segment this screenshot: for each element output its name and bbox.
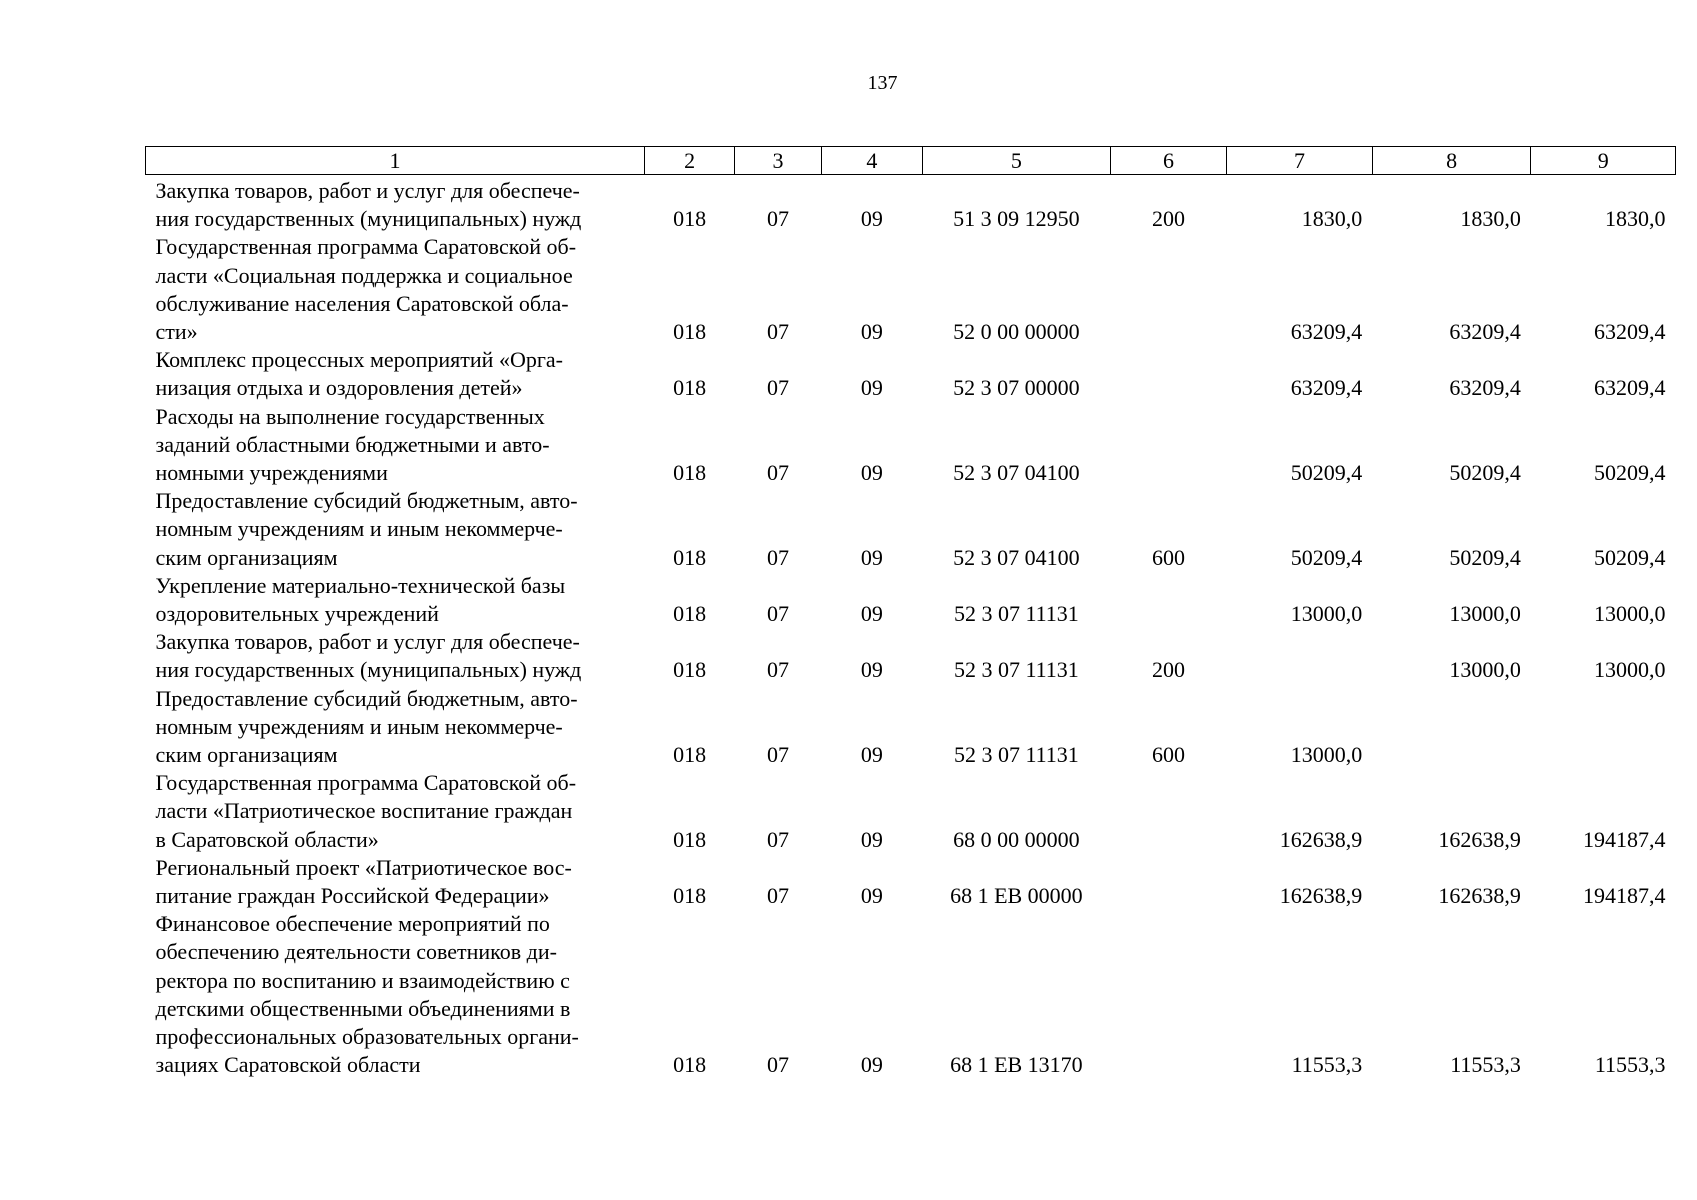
description-line: обслуживание населения Саратовской обла- (155, 290, 569, 316)
amount-col8 (1372, 685, 1531, 770)
ministry-code: 018 (673, 601, 707, 627)
section-code: 07 (766, 826, 789, 852)
section-code: 07 (766, 319, 789, 345)
amount-col9: 1830,0 (1605, 206, 1666, 232)
expense-type-code: 600 (1151, 544, 1185, 570)
expense-type-code (1110, 910, 1226, 1079)
column-header-9: 9 (1531, 147, 1676, 175)
description-line: Закупка товаров, работ и услуг для обеспече- (155, 178, 580, 203)
amount-col8: 50209,4 (1449, 544, 1521, 570)
amount-col7: 162638,9 (1279, 826, 1363, 852)
amount-col8: 1830,0 (1460, 206, 1521, 232)
description-line: ским организациям (155, 742, 338, 768)
amount-col8: 63209,4 (1449, 319, 1521, 345)
description-line: сти» (155, 319, 198, 345)
ministry-code: 018 (673, 1052, 707, 1078)
target-article-code: 52 3 07 04100 (953, 460, 1080, 486)
amount-col8: 13000,0 (1449, 657, 1521, 683)
section-code: 07 (766, 1052, 789, 1078)
description-line: профессиональных образовательных органи- (155, 1024, 579, 1050)
description-line: обеспечению деятельности советников ди- (155, 939, 557, 965)
section-code: 07 (766, 883, 789, 909)
amount-col7: 13000,0 (1290, 601, 1363, 627)
section-code: 07 (766, 657, 789, 683)
table-row (146, 910, 1676, 1079)
expense-type-code (1110, 572, 1226, 628)
row-description (146, 685, 645, 770)
description-line: ласти «Патриотическое воспитание граждан (155, 798, 573, 824)
amount-col9: 194187,4 (1583, 883, 1666, 909)
row-description (146, 628, 645, 684)
target-article-code: 52 0 00 00000 (953, 319, 1080, 345)
column-header-4: 4 (821, 147, 922, 175)
table-row (146, 403, 1676, 488)
page-number: 137 (867, 72, 898, 94)
target-article-code: 52 3 07 11131 (953, 657, 1079, 683)
description-line: ния государственных (муниципальных) нужд (155, 657, 582, 683)
row-description (146, 346, 645, 402)
ministry-code: 018 (673, 657, 707, 683)
description-line: ским организациям (155, 544, 338, 570)
target-article-code: 68 1 ЕВ 13170 (950, 1052, 1083, 1078)
subsection-code: 09 (860, 742, 883, 768)
table-row (146, 233, 1676, 346)
description-line: ния государственных (муниципальных) нужд (155, 206, 582, 232)
row-description (146, 910, 645, 1079)
table-row (146, 628, 1676, 684)
target-article-code: 52 3 07 04100 (953, 544, 1080, 570)
expense-type-code (1110, 233, 1226, 346)
subsection-code: 09 (860, 601, 883, 627)
column-header-2: 2 (644, 147, 734, 175)
description-line: ласти «Социальная поддержка и социальное (155, 262, 573, 288)
description-line: оздоровительных учреждений (155, 601, 439, 627)
header-row (146, 147, 1676, 175)
row-description (146, 572, 645, 628)
subsection-code: 09 (860, 1052, 883, 1078)
description-line: питание граждан Российской Федерации» (155, 883, 550, 909)
subsection-code: 09 (860, 544, 883, 570)
amount-col9: 50209,4 (1594, 544, 1666, 570)
amount-col8: 63209,4 (1449, 375, 1521, 401)
amount-col8: 162638,9 (1438, 826, 1521, 852)
amount-col7: 1830,0 (1301, 206, 1363, 232)
column-header-7: 7 (1227, 147, 1373, 175)
subsection-code: 09 (860, 657, 883, 683)
column-header-8: 8 (1372, 147, 1531, 175)
target-article-code: 68 1 ЕВ 00000 (950, 883, 1083, 909)
expense-type-code: 600 (1151, 742, 1185, 768)
ministry-code: 018 (673, 826, 707, 852)
row-description (146, 233, 645, 346)
amount-col8: 11553,3 (1450, 1052, 1521, 1078)
description-line: Финансовое обеспечение мероприятий по (155, 911, 550, 937)
expense-type-code: 200 (1151, 206, 1185, 232)
amount-col7: 162638,9 (1279, 883, 1363, 909)
description-line: Расходы на выполнение государственных (155, 403, 545, 429)
amount-col8: 13000,0 (1449, 601, 1521, 627)
column-header-6: 6 (1110, 147, 1226, 175)
row-description (146, 854, 645, 910)
amount-col8: 50209,4 (1449, 460, 1521, 486)
section-code: 07 (766, 460, 789, 486)
expense-type-code (1110, 403, 1226, 488)
column-header-3: 3 (735, 147, 821, 175)
description-line: зациях Саратовской области (155, 1052, 421, 1078)
description-line: номными учреждениями (155, 460, 388, 486)
description-line: низация отдыха и оздоровления детей» (155, 375, 523, 401)
target-article-code: 52 3 07 11131 (953, 601, 1079, 627)
target-article-code: 52 3 07 11131 (953, 742, 1079, 768)
section-code: 07 (766, 375, 789, 401)
expense-type-code: 200 (1151, 657, 1185, 683)
description-line: в Саратовской области» (155, 826, 379, 852)
row-description (146, 487, 645, 572)
description-line: номным учреждениям и иным некоммерче- (155, 516, 563, 542)
description-line: Комплекс процессных мероприятий «Орга- (155, 347, 563, 373)
section-code: 07 (766, 742, 789, 768)
ministry-code: 018 (673, 460, 707, 486)
expense-type-code (1110, 769, 1226, 854)
table-row (146, 175, 1676, 234)
target-article-code: 52 3 07 00000 (953, 375, 1080, 401)
description-line: Предоставление субсидий бюджетным, авто- (155, 488, 578, 514)
description-line: Региональный проект «Патриотическое вос- (155, 854, 572, 880)
table-row (146, 769, 1676, 854)
budget-table (145, 146, 1676, 1080)
row-description (146, 403, 645, 488)
subsection-code: 09 (860, 319, 883, 345)
table-row (146, 685, 1676, 770)
amount-col7: 50209,4 (1290, 460, 1363, 486)
section-code: 07 (766, 206, 789, 232)
description-line: Предоставление субсидий бюджетным, авто- (155, 685, 578, 711)
target-article-code: 68 0 00 00000 (953, 826, 1080, 852)
section-code: 07 (766, 544, 789, 570)
amount-col7: 50209,4 (1290, 544, 1363, 570)
amount-col9: 13000,0 (1594, 657, 1666, 683)
section-code: 07 (766, 601, 789, 627)
table-row (146, 572, 1676, 628)
description-line: заданий областными бюджетными и авто- (155, 431, 550, 457)
table-row (146, 854, 1676, 910)
subsection-code: 09 (860, 375, 883, 401)
amount-col7: 11553,3 (1291, 1052, 1363, 1078)
subsection-code: 09 (860, 206, 883, 232)
table-row (146, 346, 1676, 402)
table-body (146, 175, 1676, 1080)
amount-col7: 13000,0 (1290, 742, 1363, 768)
row-description (146, 769, 645, 854)
description-line: номным учреждениям и иным некоммерче- (155, 713, 563, 739)
expense-type-code (1110, 854, 1226, 910)
amount-col9: 63209,4 (1594, 375, 1666, 401)
description-line: Государственная программа Саратовской об- (155, 234, 577, 260)
amount-col7: 63209,4 (1290, 319, 1363, 345)
amount-col8: 162638,9 (1438, 883, 1521, 909)
ministry-code: 018 (673, 883, 707, 909)
amount-col7 (1227, 628, 1373, 684)
column-header-1: 1 (146, 147, 645, 175)
ministry-code: 018 (673, 319, 707, 345)
subsection-code: 09 (860, 460, 883, 486)
amount-col9: 63209,4 (1594, 319, 1666, 345)
description-line: Закупка товаров, работ и услуг для обеспече- (155, 629, 580, 655)
target-article-code: 51 3 09 12950 (953, 206, 1080, 232)
ministry-code: 018 (673, 206, 707, 232)
description-line: Укрепление материально-технической базы (155, 572, 566, 598)
subsection-code: 09 (860, 883, 883, 909)
amount-col9: 13000,0 (1594, 601, 1666, 627)
ministry-code: 018 (673, 742, 707, 768)
description-line: Государственная программа Саратовской об- (155, 770, 577, 796)
row-description (146, 175, 645, 234)
amount-col9: 11553,3 (1594, 1052, 1666, 1078)
description-line: детскими общественными объединениями в (155, 995, 571, 1021)
ministry-code: 018 (673, 375, 707, 401)
subsection-code: 09 (860, 826, 883, 852)
amount-col9: 194187,4 (1583, 826, 1666, 852)
amount-col7: 63209,4 (1290, 375, 1363, 401)
amount-col9 (1531, 685, 1676, 770)
column-header-5: 5 (923, 147, 1111, 175)
ministry-code: 018 (673, 544, 707, 570)
table-row (146, 487, 1676, 572)
expense-type-code (1110, 346, 1226, 402)
description-line: ректора по воспитанию и взаимодействию с (155, 967, 570, 993)
amount-col9: 50209,4 (1594, 460, 1666, 486)
